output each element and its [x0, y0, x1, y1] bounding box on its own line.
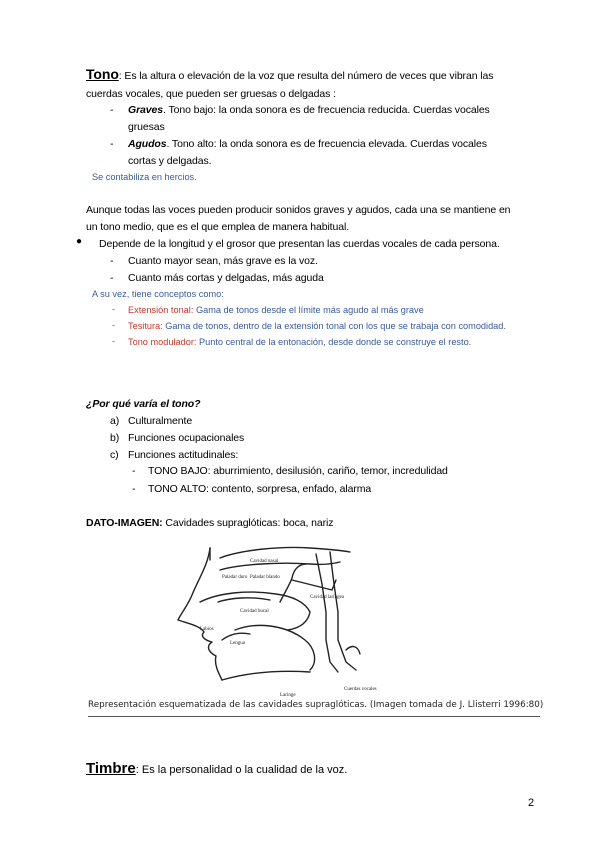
tono-definition-line-1 — [86, 66, 493, 84]
graves-label: Graves — [128, 104, 164, 116]
dato-label: DATO-IMAGEN: — [86, 517, 163, 529]
concept-item-modulador — [128, 337, 471, 347]
why-question: ¿Por qué varía el tono? — [86, 398, 201, 410]
dash-marker: - — [110, 255, 114, 267]
dash-marker: - — [112, 320, 115, 330]
label-paladar-duro: Paladar duro — [222, 575, 248, 580]
dash-marker: - — [132, 465, 136, 477]
dash-marker: - — [110, 104, 114, 116]
agudos-text-cont: cortas y delgadas. — [128, 155, 212, 167]
graves-item — [128, 102, 490, 118]
concept-item-extension — [128, 305, 424, 315]
graves-text: . Tono bajo: la onda sonora es de frecuencia reducida. Cuerdas vocales — [163, 104, 490, 116]
caption-rule — [88, 716, 540, 717]
concept-term: Tesitura: — [128, 321, 163, 331]
concept-term: Tono modulador: — [128, 337, 197, 347]
label-cavidad-bucal: Cavidad bucal — [240, 609, 269, 614]
agudos-label: Agudos — [128, 138, 167, 150]
label-cuerdas-vocales: Cuerdas vocales — [344, 687, 377, 692]
supraglottic-cavities-diagram — [160, 540, 460, 700]
why-item-c: Funciones actitudinales: — [128, 449, 239, 461]
why-marker-c: c) — [110, 449, 119, 461]
concept-desc: Gama de tonos desde el límite más agudo al más grave — [193, 305, 424, 315]
timbre-line — [86, 760, 347, 777]
why-item-b: Funciones ocupacionales — [128, 432, 245, 444]
label-labios: Labios — [200, 627, 214, 632]
sub-item-2: Cuanto más cortas y delgadas, más aguda — [128, 272, 324, 284]
bullet-text: Depende de la longitud y el grosor que presentan las cuerdas vocales de cada persona. — [99, 238, 500, 250]
why-marker-a: a) — [110, 415, 120, 427]
paragraph-line-2: un tono medio, que es el que emplea de manera habitual. — [86, 221, 350, 233]
graves-text-cont: gruesas — [128, 121, 165, 133]
label-lengua: Lengua — [230, 641, 245, 646]
timbre-heading: Timbre — [86, 760, 136, 777]
dash-marker: - — [132, 483, 136, 495]
dato-imagen-line — [86, 515, 333, 531]
label-cavidad-laringea: Cavidad laríngea — [310, 595, 345, 600]
label-cavidad-nasal: Cavidad nasal — [250, 559, 279, 564]
diagram-caption: Representación esquematizada de las cavidades supraglóticas. (Imagen tomada de J. Llisterri 1996:80) — [88, 700, 544, 710]
concept-item-tesitura — [128, 321, 506, 331]
tono-heading: Tono — [86, 66, 119, 82]
concept-term: Extensión tonal: — [128, 305, 194, 315]
concept-desc: Gama de tonos, dentro de la extensión tonal con los que se trabaja con comodidad. — [162, 321, 506, 331]
concept-desc: Punto central de la entonación, desde donde se construye el resto. — [196, 337, 472, 347]
hercios-note: Se contabiliza en hercios. — [92, 172, 197, 182]
tono-alto-item: TONO ALTO: contento, sorpresa, enfado, alarma — [148, 483, 372, 495]
dash-marker: - — [110, 272, 114, 284]
agudos-text: . Tono alto: la onda sonora es de frecuencia elevada. Cuerdas vocales — [166, 138, 487, 150]
dash-marker: - — [112, 304, 115, 314]
timbre-text: : Es la personalidad o la cualidad de la voz. — [135, 764, 348, 776]
dash-marker: - — [110, 138, 114, 150]
tono-bajo-item: TONO BAJO: aburrimiento, desilusión, cariño, temor, incredulidad — [148, 465, 448, 477]
agudos-item — [128, 136, 487, 152]
bullet-dot: ● — [76, 236, 83, 247]
tono-def-text: : Es la altura o elevación de la voz que resulta del número de veces que vibran las — [118, 70, 494, 82]
paragraph-line-1: Aunque todas las voces pueden producir sonidos graves y agudos, cada una se mantiene en — [86, 204, 511, 216]
tono-definition-line-2: cuerdas vocales, que pueden ser gruesas o delgadas : — [86, 88, 336, 100]
label-laringe: Laringe — [280, 693, 296, 698]
dash-marker: - — [112, 336, 115, 346]
why-item-a: Culturalmente — [128, 415, 193, 427]
label-paladar-blando: Paladar blando — [250, 575, 280, 580]
why-marker-b: b) — [110, 432, 120, 444]
page-number: 2 — [528, 797, 535, 809]
sub-item-1: Cuanto mayor sean, más grave es la voz. — [128, 255, 318, 267]
concepts-intro: A su vez, tiene conceptos como: — [92, 289, 224, 299]
dato-text: Cavidades supraglóticas: boca, nariz — [162, 517, 334, 529]
